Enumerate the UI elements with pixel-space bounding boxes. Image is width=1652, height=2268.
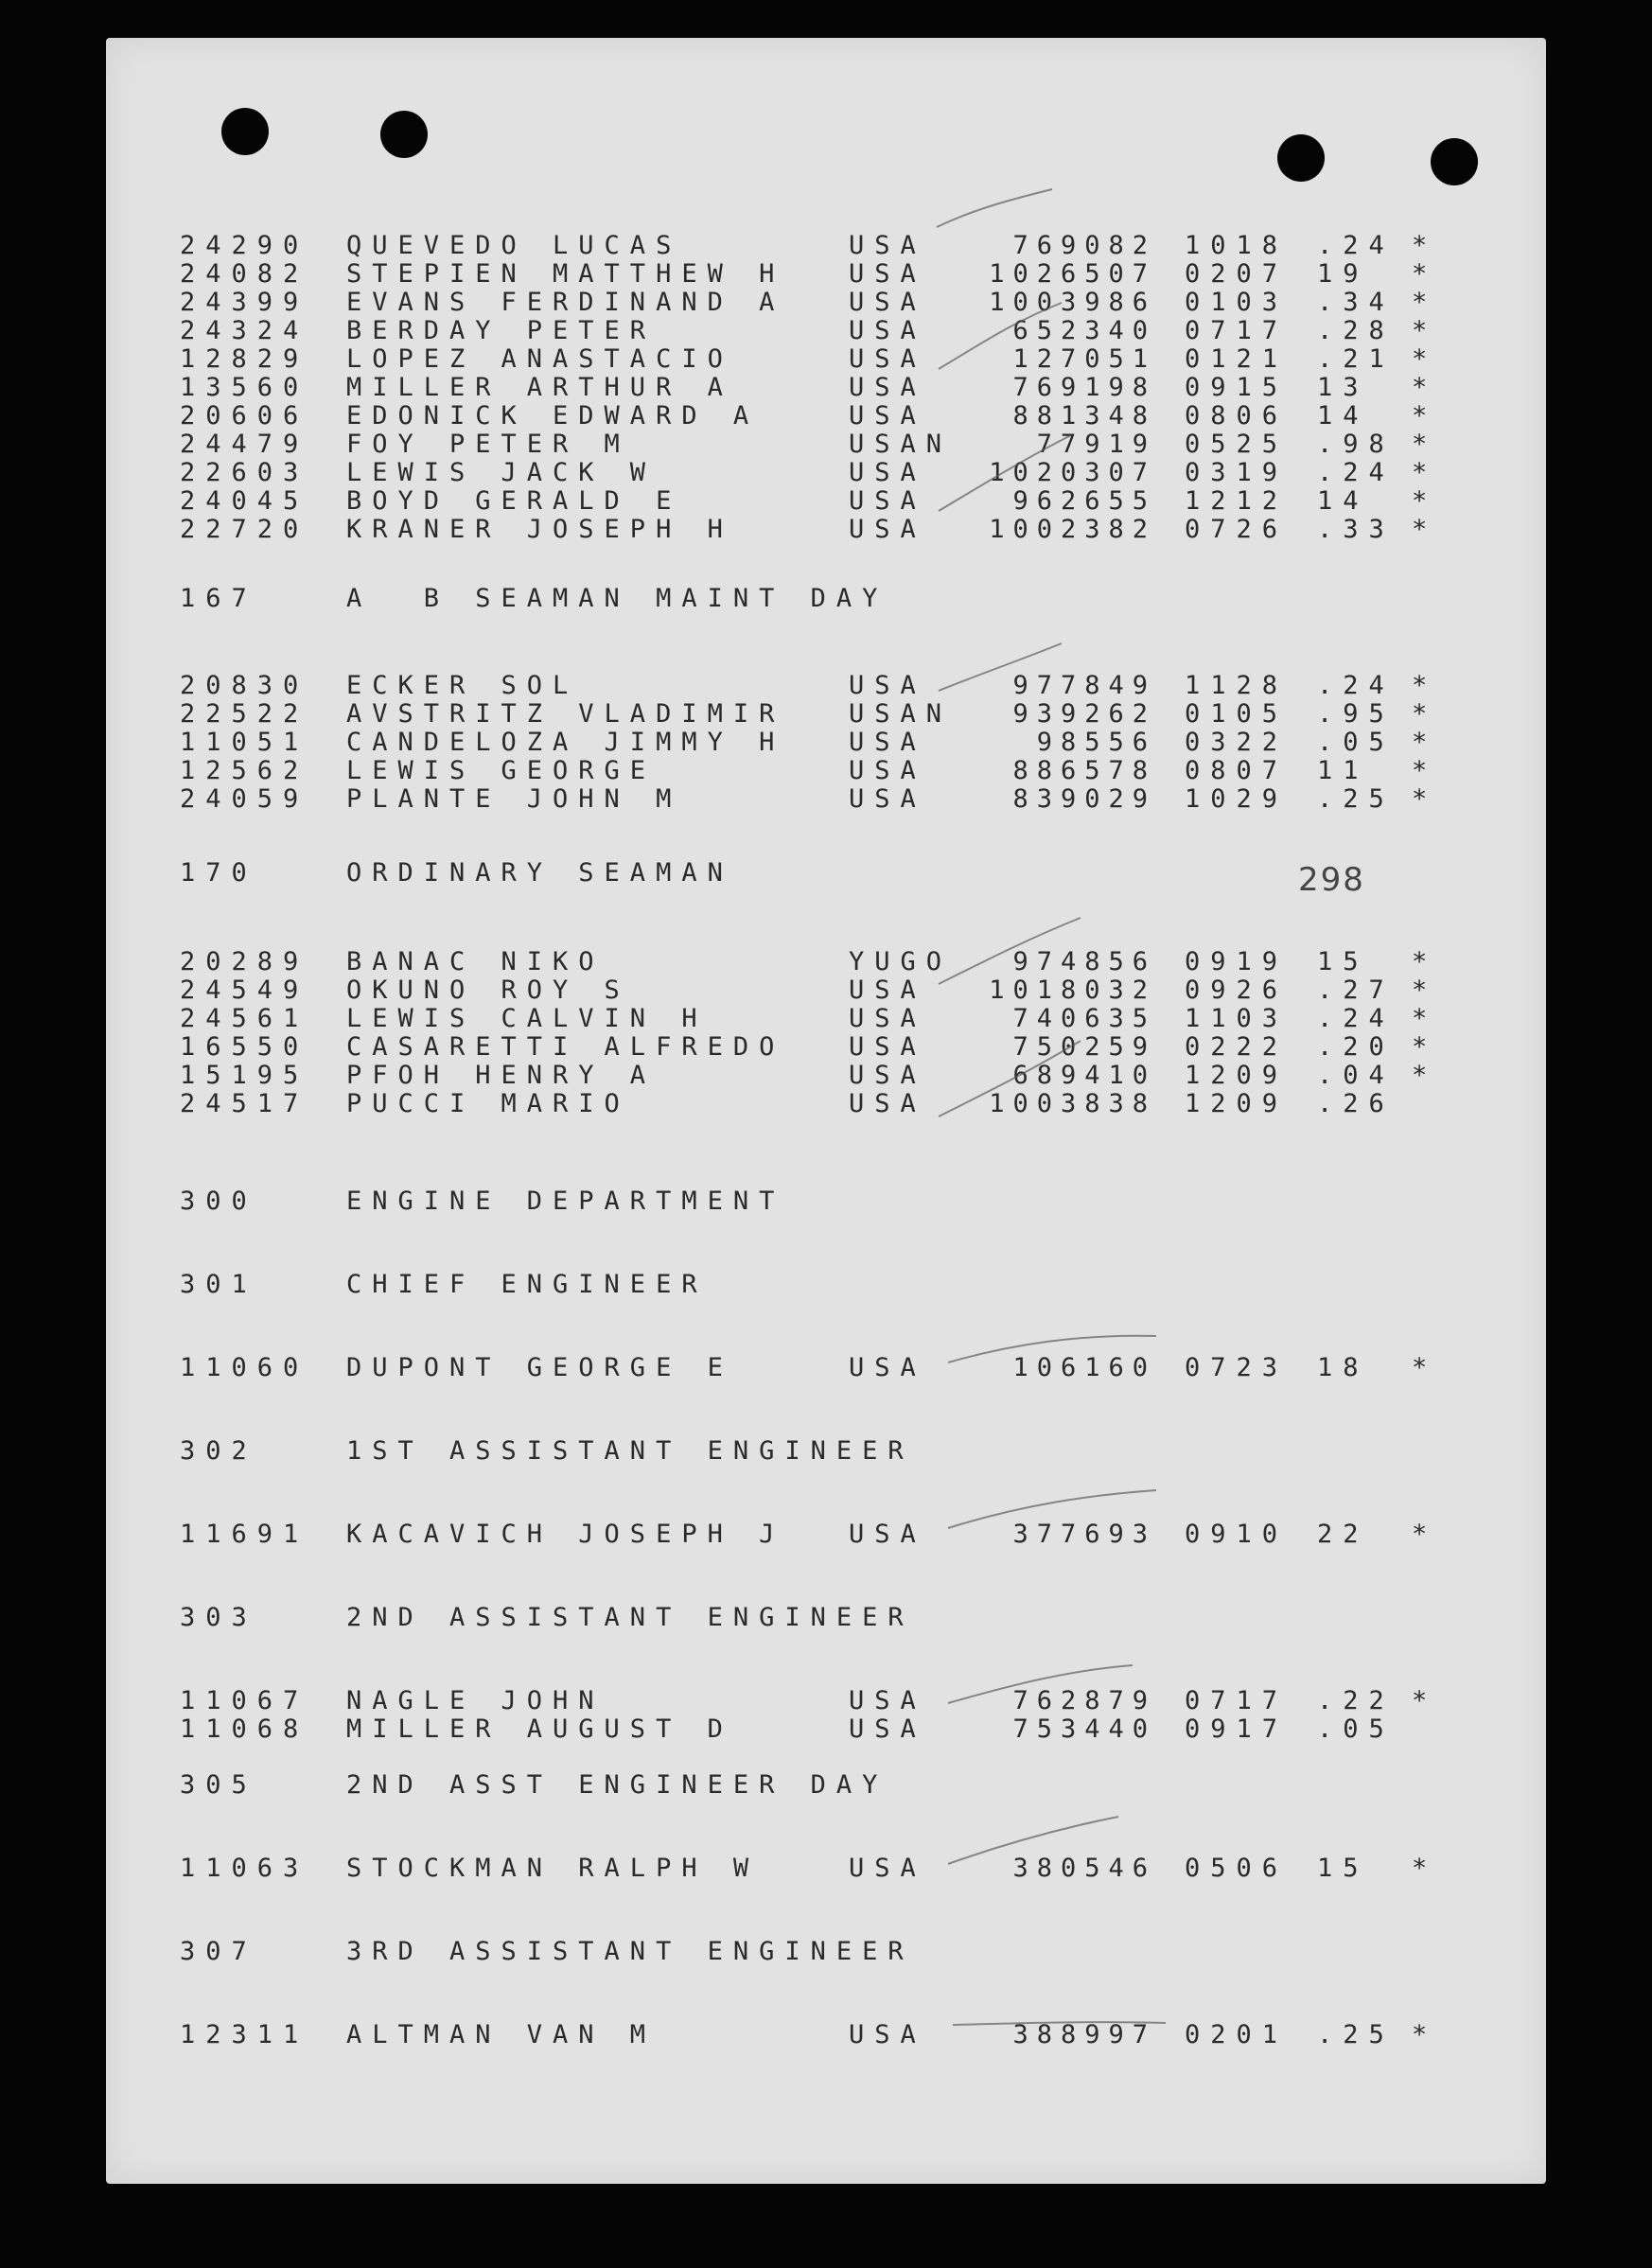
crew-name: ALTMAN VAN M [346, 2020, 657, 2049]
crew-name: CASARETTI ALFREDO [346, 1032, 785, 1062]
document-number: 977849 [1012, 671, 1156, 700]
page-number: 298 [1298, 861, 1365, 899]
asterisk-mark: * [1412, 2020, 1438, 2049]
rate-value: .33 [1317, 515, 1395, 544]
date-code: 0506 [1185, 1854, 1289, 1883]
nationality: USA [849, 373, 926, 402]
crew-id: 22603 [180, 458, 309, 487]
section-code: 301 [180, 1270, 257, 1299]
document-number: 689410 [1012, 1061, 1156, 1090]
section-title: 3RD ASSISTANT ENGINEER [346, 1937, 914, 1966]
punch-hole [221, 108, 269, 155]
asterisk-mark: * [1412, 515, 1438, 544]
asterisk-mark: * [1412, 1854, 1438, 1883]
date-code: 1209 [1185, 1089, 1289, 1118]
crew-name: CANDELOZA JIMMY H [346, 728, 785, 757]
date-code: 1103 [1185, 1004, 1289, 1033]
document-number: 769082 [1012, 231, 1156, 260]
crew-id: 24059 [180, 784, 309, 814]
asterisk-mark: * [1412, 344, 1438, 374]
date-code: 0915 [1185, 373, 1289, 402]
nationality: USAN [849, 430, 953, 459]
rate-value: .24 [1317, 458, 1395, 487]
section-title: ORDINARY SEAMAN [346, 858, 733, 888]
nationality: USA [849, 1714, 926, 1744]
date-code: 0717 [1185, 316, 1289, 345]
date-code: 1128 [1185, 671, 1289, 700]
crew-name: LEWIS GEORGE [346, 756, 657, 785]
nationality: USA [849, 344, 926, 374]
crew-name: BANAC NIKO [346, 947, 605, 976]
asterisk-mark: * [1412, 231, 1438, 260]
rate-value: .27 [1317, 976, 1395, 1005]
crew-id: 11051 [180, 728, 309, 757]
asterisk-mark: * [1412, 976, 1438, 1005]
date-code: 0717 [1185, 1686, 1289, 1715]
nationality: USA [849, 316, 926, 345]
nationality: USA [849, 2020, 926, 2049]
rate-value: .20 [1317, 1032, 1395, 1062]
document-number: 1018032 [989, 976, 1156, 1005]
section-title: 1ST ASSISTANT ENGINEER [346, 1436, 914, 1466]
crew-name: MILLER AUGUST D [346, 1714, 733, 1744]
date-code: 0105 [1185, 699, 1289, 729]
crew-id: 11063 [180, 1854, 309, 1883]
date-code: 0926 [1185, 976, 1289, 1005]
crew-id: 12829 [180, 344, 309, 374]
crew-name: PLANTE JOHN M [346, 784, 682, 814]
date-code: 0121 [1185, 344, 1289, 374]
section-title: 2ND ASSISTANT ENGINEER [346, 1603, 914, 1632]
nationality: USA [849, 1004, 926, 1033]
nationality: YUGO [849, 947, 953, 976]
crew-name: BERDAY PETER [346, 316, 657, 345]
section-code: 305 [180, 1770, 257, 1800]
asterisk-mark: * [1412, 288, 1438, 317]
crew-id: 24290 [180, 231, 309, 260]
date-code: 1029 [1185, 784, 1289, 814]
nationality: USA [849, 756, 926, 785]
section-code: 302 [180, 1436, 257, 1466]
punch-hole [380, 111, 428, 158]
rate-value: .98 [1317, 430, 1395, 459]
crew-name: FOY PETER M [346, 430, 630, 459]
rate-value: 19 [1317, 259, 1369, 289]
rate-value: 13 [1317, 373, 1369, 402]
rate-value: .05 [1317, 1714, 1395, 1744]
date-code: 0201 [1185, 2020, 1289, 2049]
rate-value: .21 [1317, 344, 1395, 374]
crew-id: 24479 [180, 430, 309, 459]
rate-value: .25 [1317, 784, 1395, 814]
asterisk-mark: * [1412, 316, 1438, 345]
crew-name: ECKER SOL [346, 671, 579, 700]
crew-id: 24324 [180, 316, 309, 345]
crew-id: 11060 [180, 1353, 309, 1382]
asterisk-mark: * [1412, 1686, 1438, 1715]
section-code: 303 [180, 1603, 257, 1632]
nationality: USA [849, 231, 926, 260]
date-code: 0222 [1185, 1032, 1289, 1062]
crew-id: 20830 [180, 671, 309, 700]
crew-name: NAGLE JOHN [346, 1686, 605, 1715]
asterisk-mark: * [1412, 486, 1438, 516]
crew-id: 20606 [180, 401, 309, 431]
crew-id: 24399 [180, 288, 309, 317]
document-number: 750259 [1012, 1032, 1156, 1062]
crew-id: 22522 [180, 699, 309, 729]
rate-value: 15 [1317, 947, 1369, 976]
document-number: 962655 [1012, 486, 1156, 516]
crew-id: 11067 [180, 1686, 309, 1715]
crew-id: 12311 [180, 2020, 309, 2049]
document-number: 740635 [1012, 1004, 1156, 1033]
section-code: 167 [180, 584, 257, 613]
asterisk-mark: * [1412, 373, 1438, 402]
date-code: 1209 [1185, 1061, 1289, 1090]
nationality: USA [849, 259, 926, 289]
rate-value: .05 [1317, 728, 1395, 757]
crew-name: PUCCI MARIO [346, 1089, 630, 1118]
document-number: 753440 [1012, 1714, 1156, 1744]
rate-value: 11 [1317, 756, 1369, 785]
document-number: 939262 [1012, 699, 1156, 729]
asterisk-mark: * [1412, 671, 1438, 700]
rate-value: .22 [1317, 1686, 1395, 1715]
section-title: ENGINE DEPARTMENT [346, 1187, 785, 1216]
crew-name: PFOH HENRY A [346, 1061, 657, 1090]
date-code: 0806 [1185, 401, 1289, 431]
nationality: USA [849, 976, 926, 1005]
document-number: 98556 [1036, 728, 1156, 757]
crew-name: EDONICK EDWARD A [346, 401, 760, 431]
asterisk-mark: * [1412, 728, 1438, 757]
crew-name: LEWIS CALVIN H [346, 1004, 708, 1033]
crew-name: AVSTRITZ VLADIMIR [346, 699, 785, 729]
document-number: 839029 [1012, 784, 1156, 814]
crew-name: KRANER JOSEPH H [346, 515, 733, 544]
document-number: 1003838 [989, 1089, 1156, 1118]
crew-id: 24517 [180, 1089, 309, 1118]
date-code: 1018 [1185, 231, 1289, 260]
rate-value: .24 [1317, 231, 1395, 260]
nationality: USA [849, 784, 926, 814]
date-code: 0917 [1185, 1714, 1289, 1744]
crew-name: KACAVICH JOSEPH J [346, 1520, 785, 1549]
crew-id: 22720 [180, 515, 309, 544]
nationality: USA [849, 1353, 926, 1382]
nationality: USA [849, 1089, 926, 1118]
document-number: 77919 [1036, 430, 1156, 459]
crew-id: 24561 [180, 1004, 309, 1033]
crew-id: 15195 [180, 1061, 309, 1090]
document-number: 1002382 [989, 515, 1156, 544]
date-code: 0207 [1185, 259, 1289, 289]
crew-id: 24549 [180, 976, 309, 1005]
asterisk-mark: * [1412, 756, 1438, 785]
rate-value: .24 [1317, 1004, 1395, 1033]
punch-hole [1277, 134, 1325, 182]
document-number: 377693 [1012, 1520, 1156, 1549]
rate-value: 22 [1317, 1520, 1369, 1549]
section-title: CHIEF ENGINEER [346, 1270, 708, 1299]
crew-name: DUPONT GEORGE E [346, 1353, 733, 1382]
asterisk-mark: * [1412, 259, 1438, 289]
document-number: 769198 [1012, 373, 1156, 402]
asterisk-mark: * [1412, 1353, 1438, 1382]
crew-id: 13560 [180, 373, 309, 402]
document-number: 762879 [1012, 1686, 1156, 1715]
nationality: USA [849, 288, 926, 317]
asterisk-mark: * [1412, 699, 1438, 729]
rate-value: 14 [1317, 401, 1369, 431]
crew-name: EVANS FERDINAND A [346, 288, 785, 317]
crew-name: MILLER ARTHUR A [346, 373, 733, 402]
date-code: 0807 [1185, 756, 1289, 785]
nationality: USA [849, 1061, 926, 1090]
date-code: 0910 [1185, 1520, 1289, 1549]
crew-name: BOYD GERALD E [346, 486, 682, 516]
nationality: USA [849, 515, 926, 544]
asterisk-mark: * [1412, 1520, 1438, 1549]
rate-value: .34 [1317, 288, 1395, 317]
document-number: 886578 [1012, 756, 1156, 785]
section-title: A B SEAMAN MAINT DAY [346, 584, 888, 613]
crew-id: 11691 [180, 1520, 309, 1549]
document-number: 881348 [1012, 401, 1156, 431]
document-number: 652340 [1012, 316, 1156, 345]
rate-value: .25 [1317, 2020, 1395, 2049]
date-code: 1212 [1185, 486, 1289, 516]
nationality: USA [849, 671, 926, 700]
section-code: 170 [180, 858, 257, 888]
asterisk-mark: * [1412, 1004, 1438, 1033]
nationality: USA [849, 1686, 926, 1715]
section-title: 2ND ASST ENGINEER DAY [346, 1770, 888, 1800]
rate-value: .24 [1317, 671, 1395, 700]
document-number: 380546 [1012, 1854, 1156, 1883]
document-number: 1020307 [989, 458, 1156, 487]
crew-id: 20289 [180, 947, 309, 976]
crew-name: STEPIEN MATTHEW H [346, 259, 785, 289]
rate-value: .26 [1317, 1089, 1395, 1118]
punch-hole [1431, 138, 1478, 185]
crew-id: 24045 [180, 486, 309, 516]
date-code: 0919 [1185, 947, 1289, 976]
nationality: USA [849, 1520, 926, 1549]
date-code: 0726 [1185, 515, 1289, 544]
nationality: USA [849, 401, 926, 431]
crew-id: 12562 [180, 756, 309, 785]
asterisk-mark: * [1412, 1061, 1438, 1090]
crew-name: LOPEZ ANASTACIO [346, 344, 733, 374]
crew-name: STOCKMAN RALPH W [346, 1854, 760, 1883]
rate-value: .95 [1317, 699, 1395, 729]
asterisk-mark: * [1412, 401, 1438, 431]
crew-name: LEWIS JACK W [346, 458, 657, 487]
asterisk-mark: * [1412, 458, 1438, 487]
nationality: USA [849, 486, 926, 516]
nationality: USA [849, 728, 926, 757]
section-code: 300 [180, 1187, 257, 1216]
asterisk-mark: * [1412, 784, 1438, 814]
crew-name: OKUNO ROY S [346, 976, 630, 1005]
asterisk-mark: * [1412, 430, 1438, 459]
nationality: USA [849, 1032, 926, 1062]
rate-value: 15 [1317, 1854, 1369, 1883]
date-code: 0319 [1185, 458, 1289, 487]
asterisk-mark: * [1412, 1032, 1438, 1062]
document-number: 127051 [1012, 344, 1156, 374]
nationality: USAN [849, 699, 953, 729]
crew-id: 24082 [180, 259, 309, 289]
crew-name: QUEVEDO LUCAS [346, 231, 682, 260]
nationality: USA [849, 458, 926, 487]
date-code: 0322 [1185, 728, 1289, 757]
rate-value: .28 [1317, 316, 1395, 345]
date-code: 0103 [1185, 288, 1289, 317]
document-number: 1026507 [989, 259, 1156, 289]
document-number: 106160 [1012, 1353, 1156, 1382]
crew-id: 11068 [180, 1714, 309, 1744]
document-number: 974856 [1012, 947, 1156, 976]
rate-value: .04 [1317, 1061, 1395, 1090]
date-code: 0525 [1185, 430, 1289, 459]
rate-value: 18 [1317, 1353, 1369, 1382]
rate-value: 14 [1317, 486, 1369, 516]
nationality: USA [849, 1854, 926, 1883]
date-code: 0723 [1185, 1353, 1289, 1382]
document-number: 388997 [1012, 2020, 1156, 2049]
asterisk-mark: * [1412, 947, 1438, 976]
crew-id: 16550 [180, 1032, 309, 1062]
document-page [106, 38, 1546, 2184]
document-number: 1003986 [989, 288, 1156, 317]
section-code: 307 [180, 1937, 257, 1966]
